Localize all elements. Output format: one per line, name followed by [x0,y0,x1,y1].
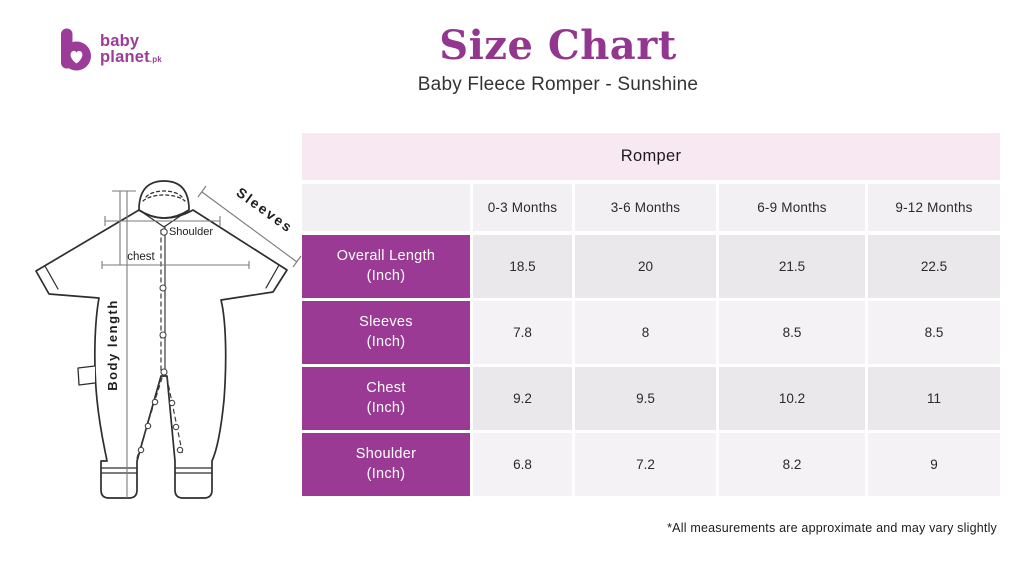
product-subtitle: Baby Fleece Romper - Sunshine [417,74,699,95]
size-value-cell: 8.2 [719,433,865,496]
romper-measurement-diagram [25,160,310,520]
shoulder-label: Shoulder [168,226,214,238]
column-header-6-9-months: 6-9 Months [719,184,865,231]
size-value-cell: 9.5 [575,367,716,430]
corner-cell [302,184,470,231]
measurements-disclaimer: *All measurements are approximate and may vary slightly [667,521,997,535]
baby-planet-logo-icon [58,27,92,72]
size-value-cell: 18.5 [473,235,572,298]
body-length-label: Body length [105,299,120,391]
column-header-9-12-months: 9-12 Months [868,184,1000,231]
column-header-0-3-months: 0-3 Months [473,184,572,231]
page-title: Size Chart [439,22,677,69]
table-row-chest [302,367,1000,430]
row-label: Overall Length (Inch) [302,235,470,298]
sleeves-label: Sleeves [233,184,297,236]
chest-label: chest [127,251,155,263]
row-label: Chest (Inch) [302,367,470,430]
brand-wordmark [100,33,162,68]
brand-tld: .pk [149,55,162,64]
table-row-shoulder [302,433,1000,496]
column-header-row [302,184,1000,231]
size-table [302,133,1000,496]
size-value-cell: 8.5 [719,301,865,364]
size-value-cell: 7.8 [473,301,572,364]
size-value-cell: 11 [868,367,1000,430]
size-value-cell: 8.5 [868,301,1000,364]
row-label: Sleeves (Inch) [302,301,470,364]
table-row-overall-length [302,235,1000,298]
size-value-cell: 9.2 [473,367,572,430]
size-value-cell: 22.5 [868,235,1000,298]
size-value-cell: 8 [575,301,716,364]
size-value-cell: 20 [575,235,716,298]
collar [139,181,189,218]
column-header-3-6-months: 3-6 Months [575,184,716,231]
romper-outline [36,181,287,498]
brand-line1: baby [100,32,140,50]
table-row-sleeves [302,301,1000,364]
brand-line2: planet [100,48,150,66]
side-tab [78,366,95,385]
table-group-header: Romper [302,133,1000,180]
size-value-cell: 10.2 [719,367,865,430]
size-value-cell: 6.8 [473,433,572,496]
size-value-cell: 7.2 [575,433,716,496]
brand-logo [58,27,162,72]
size-value-cell: 9 [868,433,1000,496]
row-label: Shoulder (Inch) [302,433,470,496]
size-value-cell: 21.5 [719,235,865,298]
page-header [417,22,699,96]
